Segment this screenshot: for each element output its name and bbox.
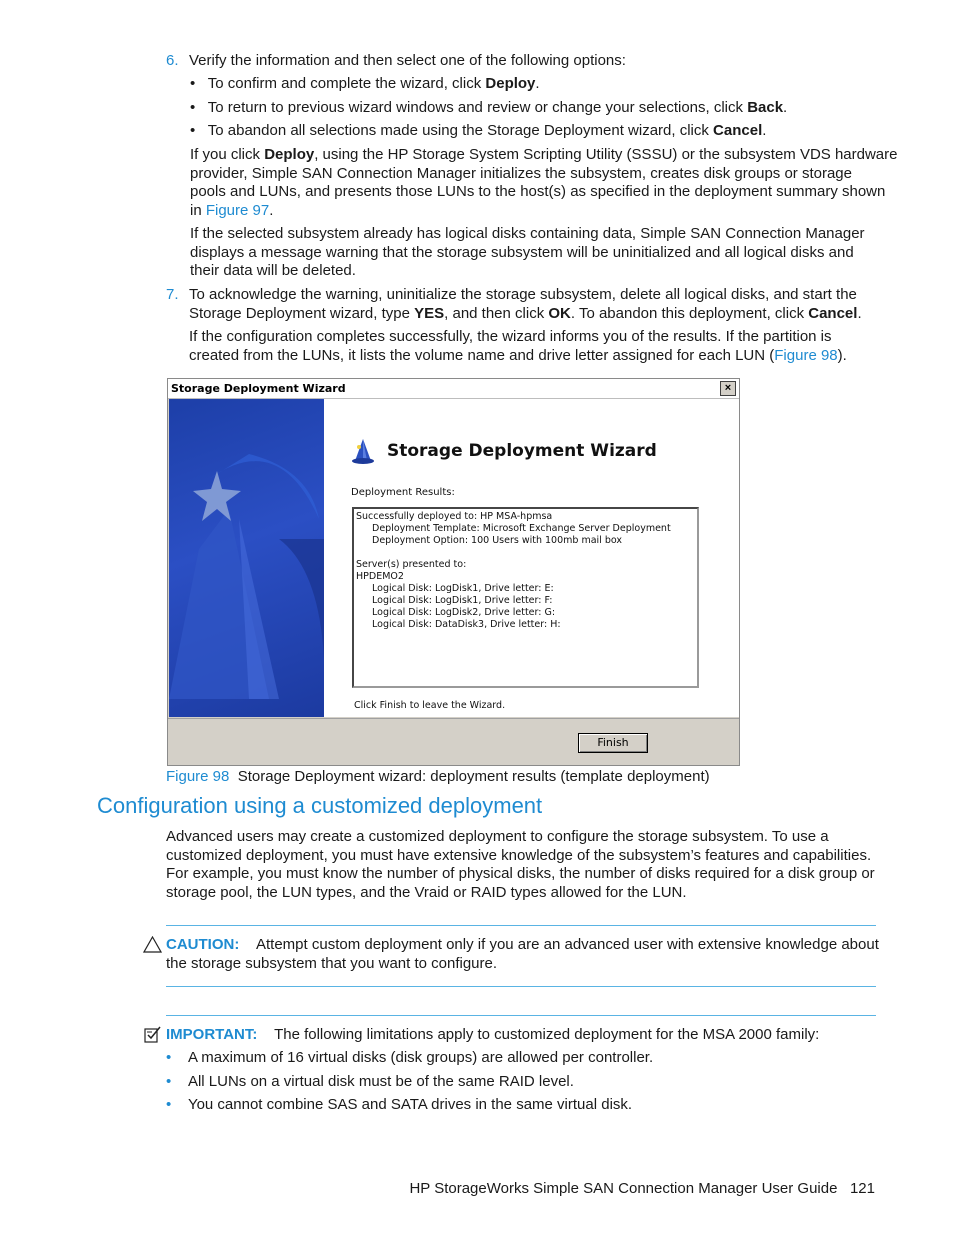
result-line: Logical Disk: LogDisk1, Drive letter: F: xyxy=(372,595,553,606)
caution-triangle-icon xyxy=(143,936,162,953)
figure-label: Figure 98 xyxy=(166,768,230,785)
wizard-footer-text: Click Finish to leave the Wizard. xyxy=(354,700,506,711)
figure-97-link[interactable]: Figure 97 xyxy=(205,202,270,219)
warning-paragraph-line: their data will be deleted. xyxy=(190,262,356,279)
footer-title: HP StorageWorks Simple SAN Connection Manager User Guide xyxy=(409,1180,838,1197)
result-line: Logical Disk: LogDisk1, Drive letter: E: xyxy=(372,583,554,594)
results-label: Deployment Results: xyxy=(351,487,455,498)
wizard-titlebar xyxy=(168,379,739,399)
wizard-hat-icon xyxy=(351,437,375,465)
result-line: Logical Disk: DataDisk3, Drive letter: H: xyxy=(372,619,561,630)
warning-paragraph-line: If the selected subsystem already has logical disks containing data, Simple SAN Connection Manager xyxy=(190,225,865,242)
caution-line: the storage subsystem that you want to configure. xyxy=(166,955,498,972)
result-line: Logical Disk: LogDisk2, Drive letter: G: xyxy=(372,607,556,618)
caution-label: CAUTION: xyxy=(166,936,240,953)
important-label: IMPORTANT: xyxy=(166,1026,258,1043)
bullet-deploy: • To confirm and complete the wizard, click Deploy. xyxy=(190,75,540,92)
important-bullet: • You cannot combine SAS and SATA drives in the same virtual disk. xyxy=(166,1096,633,1113)
result-line: HPDEMO2 xyxy=(356,571,404,582)
section-paragraph-line: storage pool, the LUN types, and the Vraid or RAID types allowed for the LUN. xyxy=(166,884,687,901)
step-7-line: Storage Deployment wizard, type YES, and then click OK. To abandon this deployment, click Cancel. xyxy=(189,305,862,322)
deploy-paragraph-line: in Figure 97. xyxy=(190,202,274,219)
step-7-line: If the configuration completes successfully, the wizard informs you of the results. If the partition is xyxy=(189,328,832,345)
step-6-text: Verify the information and then select one of the following options: xyxy=(189,52,626,69)
wizard-side-banner xyxy=(169,399,324,717)
step-6-number: 6. xyxy=(166,52,179,69)
wizard-button-bar xyxy=(168,718,739,766)
page-footer xyxy=(409,1180,875,1197)
section-paragraph-line: Advanced users may create a customized deployment to configure the storage subsystem. To use a xyxy=(166,828,829,845)
caution-top-rule xyxy=(166,925,876,926)
important-note-icon xyxy=(143,1025,162,1044)
close-icon[interactable]: × xyxy=(720,381,736,396)
bullet-cancel: • To abandon all selections made using the Storage Deployment wizard, click Cancel. xyxy=(190,122,767,139)
important-bullet: • All LUNs on a virtual disk must be of the same RAID level. xyxy=(166,1073,574,1090)
wizard-heading: Storage Deployment Wizard xyxy=(387,441,657,461)
figure-caption: Figure 98 Storage Deployment wizard: deployment results (template deployment) xyxy=(166,768,710,785)
result-line: Deployment Option: 100 Users with 100mb mail box xyxy=(372,535,622,546)
caution-bottom-rule xyxy=(166,986,876,987)
step-7-line: To acknowledge the warning, uninitialize the storage subsystem, delete all logical disks, and start the xyxy=(189,286,857,303)
section-paragraph-line: customized deployment, you must have extensive knowledge of the subsystem’s features and capabilities. xyxy=(166,847,872,864)
bullet-back: • To return to previous wizard windows and review or change your selections, click Back. xyxy=(190,99,788,116)
important-top-rule xyxy=(166,1015,876,1016)
deploy-paragraph-line: provider, Simple SAN Connection Manager initializes the subsystem, creates disk groups or storage xyxy=(190,165,852,182)
step-7-number: 7. xyxy=(166,286,179,303)
section-paragraph-line: For example, you must know the number of physical disks, the number of disks required for a disk group or xyxy=(166,865,875,882)
section-title: Configuration using a customized deployment xyxy=(97,793,543,818)
page-number: 121 xyxy=(849,1180,875,1197)
result-line: Successfully deployed to: HP MSA-hpmsa xyxy=(356,511,553,522)
deploy-paragraph-line: If you click Deploy, using the HP Storage System Scripting Utility (SSSU) or the subsystem VDS hardware xyxy=(190,146,898,163)
result-line: Server(s) presented to: xyxy=(356,559,467,570)
warning-paragraph-line: displays a message warning that the storage subsystem will be uninitialized and all logical disks and xyxy=(190,244,854,261)
results-textbox[interactable] xyxy=(352,507,699,688)
finish-button[interactable]: Finish xyxy=(578,733,648,753)
wizard-window-title: Storage Deployment Wizard xyxy=(171,382,346,395)
caution-line: CAUTION: Attempt custom deployment only if you are an advanced user with extensive knowledge about xyxy=(166,936,879,953)
wizard-art-icon xyxy=(169,399,324,717)
wizard-screenshot xyxy=(167,378,740,766)
figure-98-link[interactable]: Figure 98 xyxy=(774,347,838,364)
deploy-paragraph-line: pools and LUNs, and presents those LUNs to the host(s) as specified in the deployment summary shown xyxy=(190,183,886,200)
important-line: IMPORTANT: The following limitations apply to customized deployment for the MSA 2000 family: xyxy=(166,1026,820,1043)
wizard-content xyxy=(324,399,739,717)
step-7-line: created from the LUNs, it lists the volume name and drive letter assigned for each LUN (Figure 98). xyxy=(189,347,847,364)
important-bullet: • A maximum of 16 virtual disks (disk groups) are allowed per controller. xyxy=(166,1049,654,1066)
result-line: Deployment Template: Microsoft Exchange Server Deployment xyxy=(372,523,671,534)
